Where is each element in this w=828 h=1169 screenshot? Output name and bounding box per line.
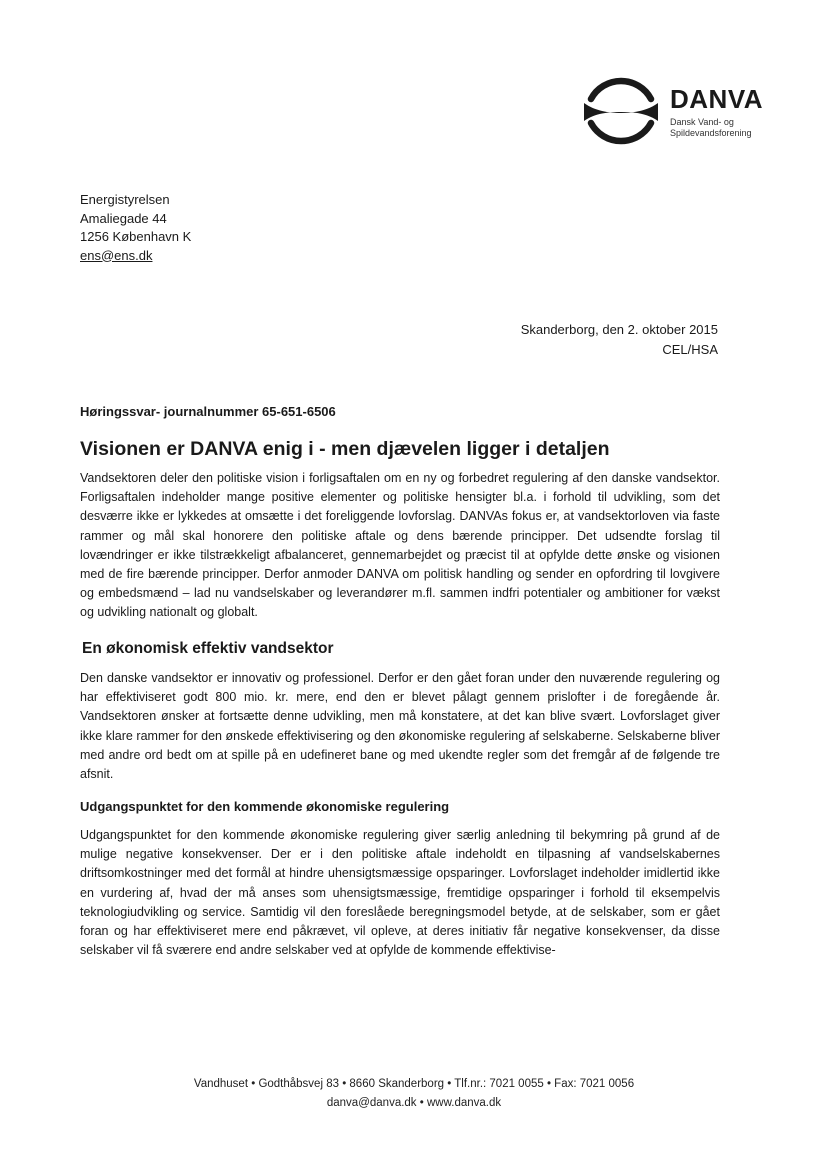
initials: CEL/HSA [662, 342, 718, 357]
recipient-org: Energistyrelsen [80, 192, 170, 207]
letter-title: Visionen er DANVA enig i - men djævelen ligger i detaljen [80, 438, 610, 460]
footer-contact: danva@danva.dk • www.danva.dk [326, 1097, 502, 1109]
subheading: Udgangspunktet for den kommende økonomiske regulering [80, 799, 450, 814]
recipient-address [80, 191, 191, 265]
logo-subtitle [670, 117, 752, 139]
paragraph-intro: Vandsektoren deler den politiske vision i forligsaftalen om en ny og forbedret regulering af den danske vandsektor. Forligsaftalen indeholder mange positive elementer og politiske hensigter bl.a. i forhold til udvikling, som det desværre ikke er lykkedes at omsætte i det foreliggende lovforslag. DANVAs fokus er, at vandsektorloven via faste rammer og mål skal honorere den politiske aftale og dens bærende principper. Det udsendte forslag til lovændringer er ikke tilstrækkeligt afbalanceret, gennemarbejdet og præcist til at opfylde dette ønske og visionen med de fire bærende principper. Derfor anmoder DANVA om politisk handling og sender en opfordring til lovgivere og embedsmænd – lad nu vandselskaber og leverandører m.fl. sammen indfri potentialer og ambitioner for vækst og udvikling nationalt og globalt. [80, 471, 720, 620]
danva-logo-icon [579, 72, 663, 152]
recipient-city: 1256 København K [80, 229, 192, 244]
date-line: Skanderborg, den 2. oktober 2015 [520, 322, 718, 337]
logo-subtitle-line2: Spildevandsforening [670, 128, 752, 138]
paragraph-subsection: Udgangspunktet for den kommende økonomiske regulering giver særlig anledning til bekymring på grund af de mulige negative konsekvenser. Der er i den politiske aftale indeholdt en tilpasning af vandselskabernes driftsomkostninger med det formål at hindre uhensigtsmæssige opsparinger. Lovforslaget indeholder imidlertid ikke en vurdering af, hvad der må anses som uhensigtsmæssige, fremtidige opsparinger i forhold til eksempelvis teknologiudvikling og service. Samtidig vil den foreslåede beregningsmodel betyde, at de selskaber, som er gået foran og har effektiviseret mere end påkrævet, vil opleve, at deres initiativ får negative konsekvenser, da disse selskaber vil få sværere end andre selskaber ved at opfylde de kommende effektivise- [80, 828, 720, 958]
letter-footer [0, 1075, 828, 1113]
paragraph-section: Den danske vandsektor er innovativ og professionel. Derfor er den gået foran under den nuværende regulering og har effektiviseret godt 800 mio. kr. mere, end den er blevet pålagt gennem prislofter i de foregående år. Vandsektoren ønsker at fortsætte denne udvikling, men må konstatere, at det kan blive svært. Lovforslaget giver ikke klare rammer for den ønskede effektivisering og den økonomiske regulering af selskaberne. Selskaberne bliver med andre ord bedt om at spille på en udefineret bane og med ukendte regler som det fremgår af de følgende tre afsnit. [80, 671, 720, 782]
reference-line: Høringssvar- journalnummer 65-651-6506 [80, 404, 336, 419]
footer-address: Vandhuset • Godthåbsvej 83 • 8660 Skanderborg • Tlf.nr.: 7021 0055 • Fax: 7021 0056 [193, 1078, 635, 1090]
date-block [521, 320, 718, 360]
logo-subtitle-line1: Dansk Vand- og [670, 117, 734, 127]
recipient-email-link[interactable]: ens@ens.dk [80, 247, 153, 263]
recipient-street: Amaliegade 44 [80, 210, 167, 226]
logo-name: DANVA [670, 84, 764, 114]
section-heading: En økonomisk effektiv vandsektor [82, 640, 334, 657]
